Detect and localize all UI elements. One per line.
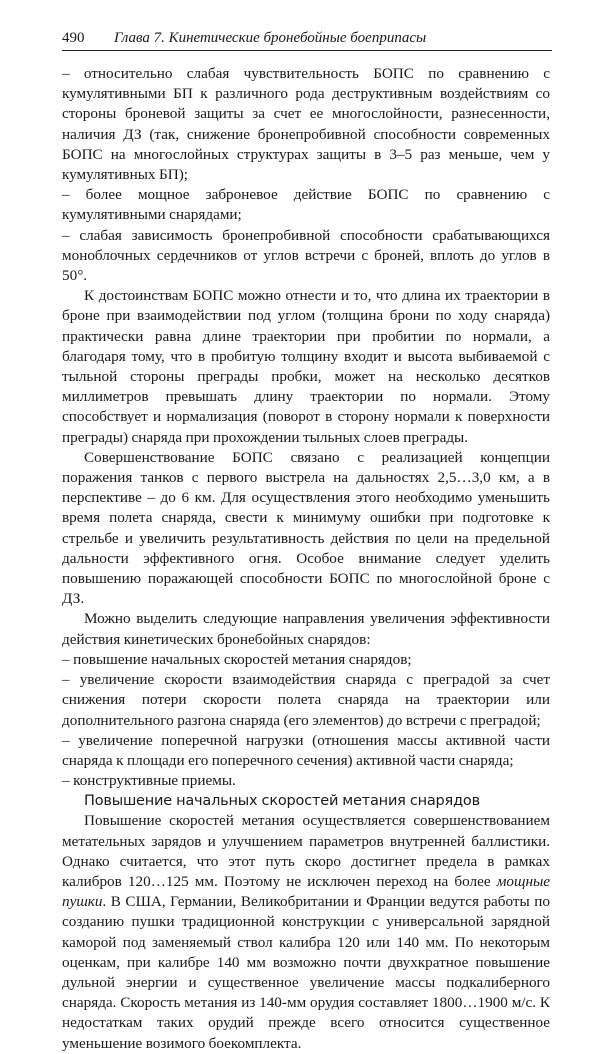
paragraph-text: Повышение скоростей метания осуществляется совершенствованием метательных зарядов и улучшением параметров внутренней баллистики. Однако считается, что этот путь скоро достигнет предела в рамках калибров 120…125 мм. Поэтому не исключен переход на более <box>62 812 550 890</box>
paragraph <box>62 811 550 1053</box>
paragraph: Совершенствование БОПС связано с реализацией концепции поражения танков с первого выстрела на дальностях 2,5…3,0 км, а в перспективе – до 6 км. Для осуществления этого необходимо уменьшить время полета снаряда, свести к минимуму ошибки при подготовке к стрельбе и увеличить результативность действия по цели на предельной дальности эффективного огня. Особое внимание следует уделить повышению поражающей способности БОПС по многослойной броне с ДЗ. <box>62 448 550 608</box>
advantage-item: – относительно слабая чувствительность БОПС по сравнению с кумулятивными БП к различного рода деструктивным воздействиям со стороны броневой защиты за счет ее многослойности, разнесенности, наличия ДЗ (так, снижение бронепробивной способности современных БОПС на многослойных структурах защиты в 3–5 раз меньше, чем у кумулятивных БП); <box>62 65 550 184</box>
running-title: Глава 7. Кинетические бронебойные боеприпасы <box>114 30 427 46</box>
direction-item: – увеличение поперечной нагрузки (отношения массы активной части снаряда к площади его поперечного сечения) активной части снаряда; <box>62 731 550 769</box>
direction-item: – повышение начальных скоростей метания снарядов; <box>62 650 412 668</box>
paragraph-text: . В США, Германии, Великобритании и Франции ведутся работы по созданию пушки традиционной конструкции с универсальной зарядной каморой под заменяемый ствол калибра 120 или 140 мм. По некоторым оценкам, при калибре 140 мм возможно почти двухкратное повышение дульной энергии и существенное увеличение массы подкалиберного снаряда. Скорость метания из 140-мм орудия составляет 1800…1900 м/с. К недостаткам таких орудий прежде всего относится существенное уменьшение возимого боекомплекта. <box>62 893 550 1052</box>
paragraph: Можно выделить следующие направления увеличения эффективности действия кинетических бронебойных снарядов: <box>62 610 550 648</box>
paragraph: К достоинствам БОПС можно отнести и то, что длина их траектории в броне при взаимодействии под углом (толщина брони по ходу снаряда) практически равна длине траектории при пробитии по нормали, а благодаря тому, что в пробитую толщину входит и высота выбиваемой с тыльной стороны преграды пробки, может на несколько десятков миллиметров превышать длину траектории по нормали. Этому способствует и нормализация (поворот в сторону нормали к поверхности преграды) снаряда при прохождении тыльных слоев преграды. <box>62 287 550 446</box>
page-number: 490 <box>62 30 85 46</box>
page-header <box>62 28 552 51</box>
emphasis-text: мощные пушки <box>62 872 550 911</box>
direction-item: – увеличение скорости взаимодействия снаряда с преградой за счет снижения потери скорости полета снаряда на траектории или дополнительного разгона снаряда (его элементов) до встречи с преградой; <box>62 671 550 729</box>
direction-item: – конструктивные приемы. <box>62 772 236 790</box>
section-heading: Повышение начальных скоростей метания снарядов <box>84 793 480 810</box>
body-text <box>62 64 550 1054</box>
advantage-item: – более мощное заброневое действие БОПС по сравнению с кумулятивными снарядами; <box>62 186 550 224</box>
advantage-item: – слабая зависимость бронепробивной способности срабатывающихся моноблочных сердечников от углов встречи с броней, вплоть до углов в 50°. <box>62 226 550 285</box>
